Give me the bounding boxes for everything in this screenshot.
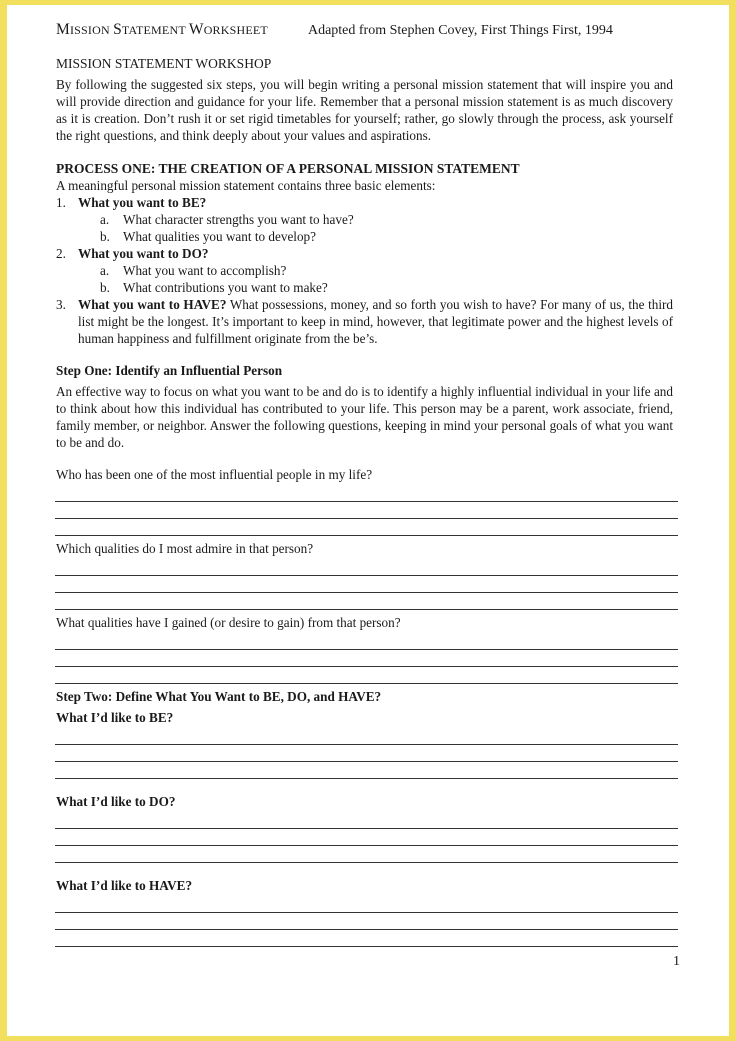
list-item-be <box>56 194 673 245</box>
list-item-have <box>56 296 673 347</box>
answer-line[interactable] <box>55 728 678 745</box>
title-initial-s: S <box>113 21 122 38</box>
answer-line[interactable] <box>55 502 678 519</box>
question-gained-qualities: What qualities have I gained (or desire to gain) from that person? <box>56 615 401 630</box>
step-one-title: Step One: Identify an Influential Person <box>56 363 283 378</box>
list-item-label: What you want to DO? <box>78 246 209 261</box>
answer-line[interactable] <box>55 846 678 863</box>
question-influential-person: Who has been one of the most influential people in my life? <box>56 467 373 482</box>
sub-letter: b. <box>100 280 110 295</box>
title-rest-1: ISSION <box>69 23 114 37</box>
answer-lines[interactable] <box>56 896 673 947</box>
answer-line[interactable] <box>55 930 678 947</box>
question-admired-qualities: Which qualities do I most admire in that person? <box>56 541 314 556</box>
answer-line[interactable] <box>55 519 678 536</box>
list-item-label: What you want to BE? <box>78 195 207 210</box>
list-item-do <box>56 245 673 296</box>
page-number: 1 <box>673 954 680 969</box>
process-one-intro: A meaningful personal mission statement contains three basic elements: <box>56 178 436 193</box>
elements-list <box>56 194 673 347</box>
sub-text: What contributions you want to make? <box>123 280 328 295</box>
answer-line[interactable] <box>55 896 678 913</box>
answer-line[interactable] <box>55 812 678 829</box>
do-heading: What I’d like to DO? <box>56 794 176 809</box>
workshop-title: MISSION STATEMENT WORKSHOP <box>56 56 272 71</box>
list-item-label: What you want to HAVE? <box>78 297 227 312</box>
step-two-title: Step Two: Define What You Want to BE, DO, and HAVE? <box>56 689 382 704</box>
sub-item <box>100 279 673 296</box>
answer-line[interactable] <box>55 650 678 667</box>
process-one-title: PROCESS ONE: THE CREATION OF A PERSONAL MISSION STATEMENT <box>56 161 520 176</box>
answer-line[interactable] <box>55 633 678 650</box>
worksheet-title <box>56 21 268 39</box>
sub-item <box>100 228 673 245</box>
answer-line[interactable] <box>55 576 678 593</box>
answer-line[interactable] <box>55 762 678 779</box>
answer-line[interactable] <box>55 593 678 610</box>
sub-item <box>100 211 673 228</box>
sub-letter: a. <box>100 212 110 227</box>
list-number: 3. <box>56 297 66 312</box>
worksheet-page <box>7 5 729 1036</box>
answer-line[interactable] <box>55 667 678 684</box>
sub-item <box>100 262 673 279</box>
sub-text: What qualities you want to develop? <box>123 229 316 244</box>
sub-text: What you want to accomplish? <box>123 263 287 278</box>
title-initial-m: M <box>56 21 70 38</box>
answer-line[interactable] <box>55 913 678 930</box>
step-one-intro: An effective way to focus on what you want to be and do is to identify a highly influential individual in your life and to think about how this individual has contributed to your life. This person may be a parent, work associate, friend, family member, or neighbor. Answer the following questions, keeping in mind your personal goals of what you want to be and do. <box>56 384 673 450</box>
sub-list <box>78 211 673 245</box>
answer-line[interactable] <box>55 485 678 502</box>
sub-letter: b. <box>100 229 110 244</box>
list-number: 2. <box>56 246 66 261</box>
list-number: 1. <box>56 195 66 210</box>
list-item-text: What possessions, money, and so forth you wish to have? For many of us, the third list might be the longest. It’s important to keep in mind, however, that legitimate power and the highest levels of human happiness and fulfillment originate from the be’s. <box>78 297 673 346</box>
source-citation: Adapted from Stephen Covey, First Things First, 1994 <box>307 23 613 38</box>
workshop-intro: By following the suggested six steps, you will begin writing a personal mission statement that will inspire you and will provide direction and guidance for your life. Remember that a personal mission statement is as much discovery as it is creation. Don’t rush it or set rigid timetables for yourself; rather, go slowly through the process, ask yourself the right questions, and think deeply about your values and aspirations. <box>56 77 673 143</box>
answer-lines[interactable] <box>56 485 673 536</box>
be-heading: What I’d like to BE? <box>56 710 174 725</box>
sub-letter: a. <box>100 263 110 278</box>
answer-line[interactable] <box>55 745 678 762</box>
title-rest-3: ORKSHEET <box>203 23 268 37</box>
answer-lines[interactable] <box>56 633 673 684</box>
page-header <box>56 21 673 43</box>
answer-line[interactable] <box>55 829 678 846</box>
answer-line[interactable] <box>55 559 678 576</box>
title-rest-2: TATEMENT <box>121 23 189 37</box>
have-heading: What I’d like to HAVE? <box>56 878 193 893</box>
title-initial-w: W <box>188 21 204 38</box>
sub-text: What character strengths you want to have? <box>123 212 354 227</box>
sub-list <box>78 262 673 296</box>
answer-lines[interactable] <box>56 812 673 863</box>
answer-lines[interactable] <box>56 728 673 779</box>
answer-lines[interactable] <box>56 559 673 610</box>
